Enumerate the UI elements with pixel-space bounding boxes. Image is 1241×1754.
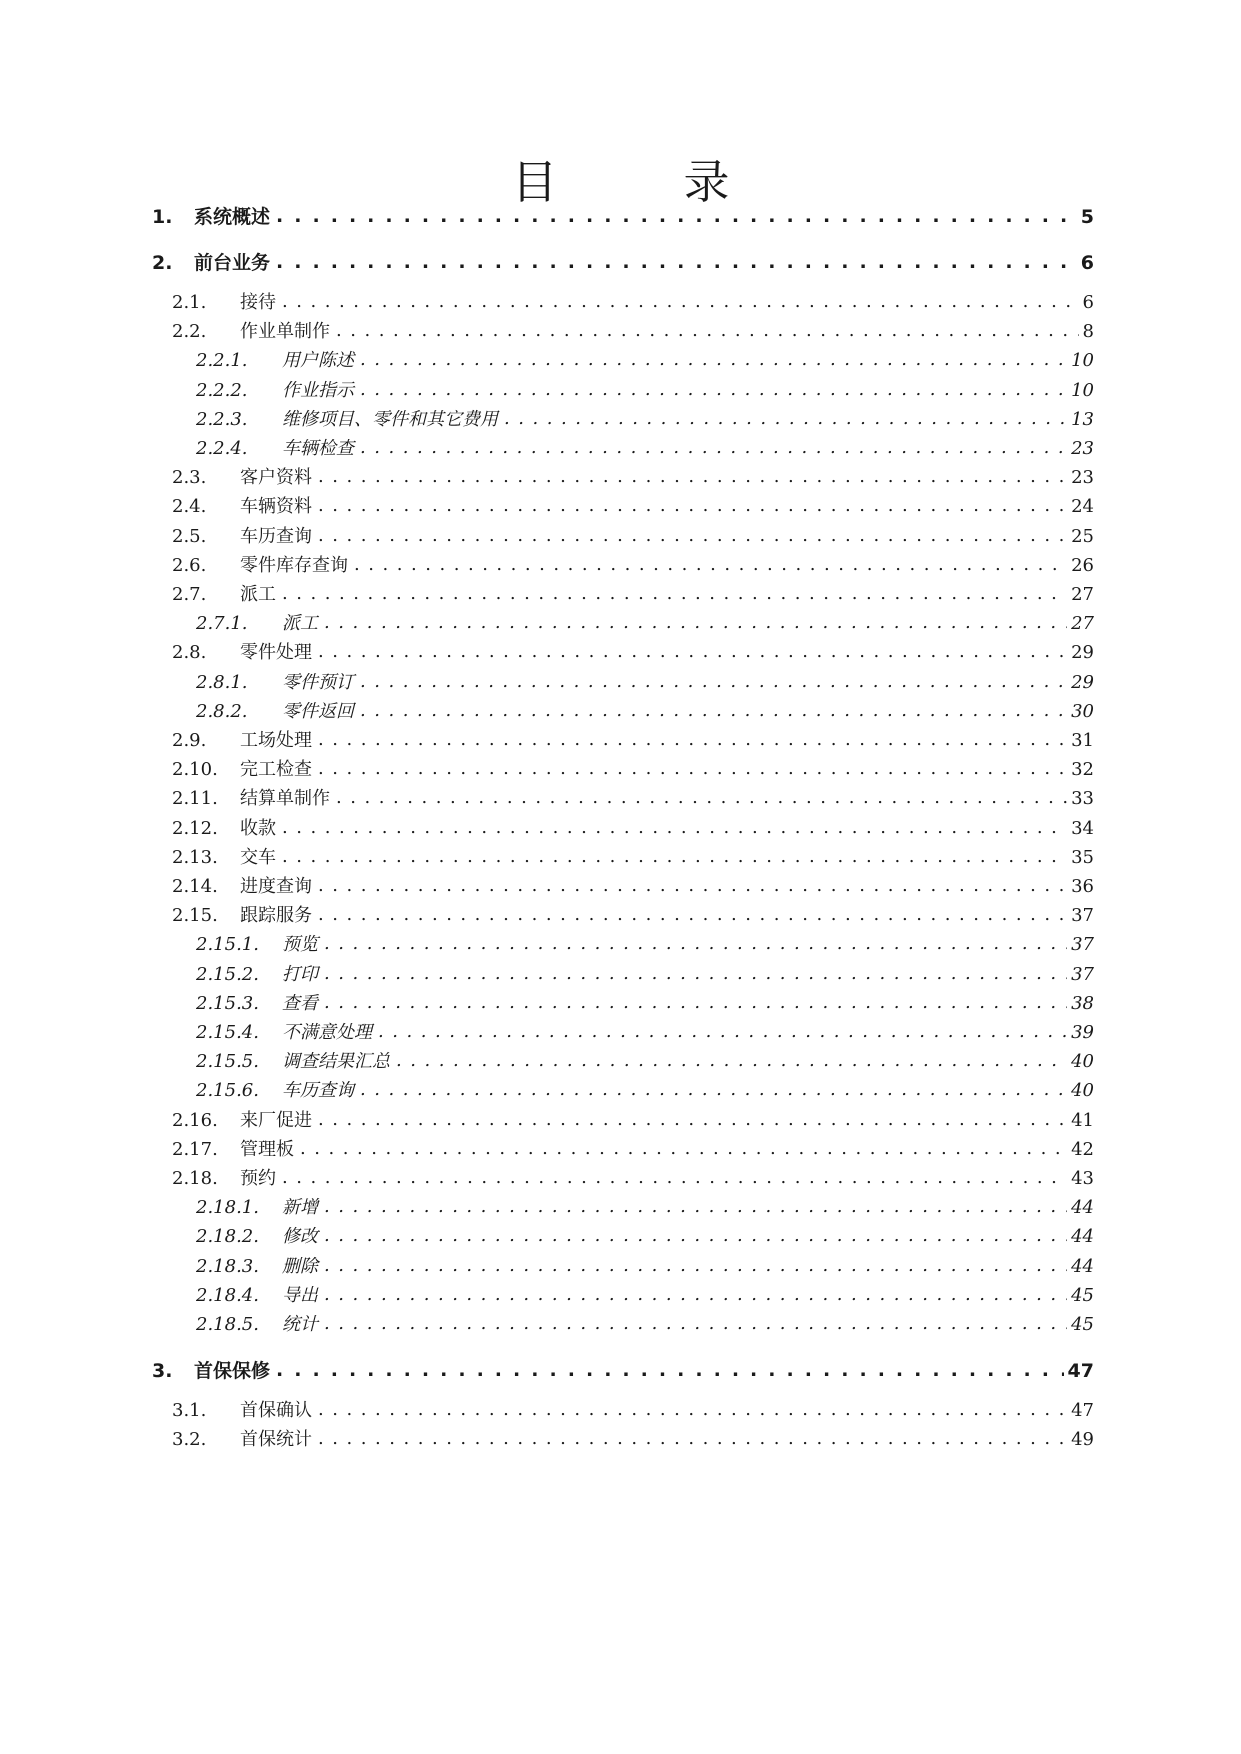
- toc-dot-leader: [324, 990, 1067, 1016]
- toc-entry-page: 44: [1071, 1226, 1094, 1248]
- toc-entry-number: 3.: [152, 1360, 173, 1382]
- toc-entry-title: 派工: [240, 584, 276, 605]
- toc-dot-leader: [282, 815, 1067, 841]
- toc-entry-number: 2.18.2.: [196, 1226, 259, 1248]
- toc-entry-number: 2.13.: [172, 846, 218, 868]
- toc-entry[interactable]: [172, 290, 1094, 316]
- toc-entry-number: 2.6.: [172, 554, 207, 576]
- toc-dot-leader: [324, 1223, 1067, 1249]
- toc-entry-title: 车辆资料: [240, 496, 312, 518]
- toc-entry-number: 2.18.1.: [196, 1197, 259, 1219]
- toc-entry-title: 不满意处理: [282, 1022, 372, 1043]
- toc-entry-number: 2.15.5.: [196, 1051, 259, 1073]
- toc-entry-number: 2.15.3.: [196, 992, 259, 1014]
- toc-entry-page: 40: [1071, 1051, 1094, 1073]
- toc-entry[interactable]: [172, 319, 1094, 345]
- toc-entry-title: 车辆检查: [282, 438, 354, 459]
- toc-entry-page: 34: [1071, 817, 1094, 839]
- toc-dot-leader: [324, 1282, 1067, 1308]
- toc-dot-leader: [378, 1019, 1067, 1045]
- toc-entry-title: 零件处理: [240, 642, 312, 664]
- toc-entry-number: 2.10.: [172, 759, 218, 781]
- toc-entry-title: 车历查询: [240, 525, 312, 547]
- toc-entry-page: 23: [1071, 467, 1094, 489]
- toc-entry-page: 35: [1071, 846, 1094, 868]
- toc-entry-number: 2.18.: [172, 1168, 218, 1189]
- toc-entry[interactable]: [196, 962, 1094, 988]
- toc-entry[interactable]: [196, 1254, 1094, 1280]
- toc-entry[interactable]: [172, 494, 1094, 520]
- toc-entry-title: 零件预订: [282, 671, 354, 693]
- toc-entry[interactable]: [172, 1166, 1094, 1192]
- toc-entry[interactable]: [196, 1224, 1094, 1250]
- toc-dot-leader: [318, 873, 1067, 899]
- toc-entry-page: 26: [1071, 554, 1094, 576]
- toc-dot-leader: [318, 464, 1067, 490]
- toc-dot-leader: [336, 318, 1079, 344]
- toc-entry-number: 2.2.: [172, 321, 207, 343]
- toc-dot-leader: [324, 961, 1067, 987]
- toc-entry-number: 2.15.1.: [196, 934, 259, 956]
- toc-entry-title: 首保保修: [194, 1360, 271, 1382]
- toc-dot-leader: [396, 1048, 1067, 1074]
- toc-entry-title: 结算单制作: [240, 788, 330, 810]
- toc-dot-leader: [300, 1136, 1067, 1162]
- toc-entry-page: 33: [1071, 788, 1094, 810]
- toc-entry-page: 37: [1071, 963, 1094, 985]
- toc-entry-number: 2.9.: [172, 730, 207, 751]
- toc-entry-page: 44: [1071, 1197, 1094, 1219]
- toc-entry-page: 24: [1071, 496, 1094, 518]
- toc-dot-leader: [324, 931, 1067, 957]
- toc-dot-leader: [282, 844, 1067, 870]
- toc-entry-title: 收款: [240, 817, 276, 839]
- toc-dot-leader: [318, 523, 1067, 549]
- toc-entry-number: 3.1.: [172, 1400, 207, 1421]
- toc-entry-number: 2.1.: [172, 292, 207, 313]
- toc-dot-leader: [504, 406, 1067, 432]
- toc-entry-number: 2.5.: [172, 525, 207, 547]
- toc-entry-title: 零件库存查询: [240, 554, 348, 576]
- toc-entry-page: 45: [1071, 1284, 1094, 1306]
- toc-entry[interactable]: [196, 611, 1094, 637]
- toc-entry[interactable]: [152, 1358, 1094, 1384]
- toc-entry-page: 36: [1071, 876, 1094, 897]
- toc-entry-title: 删除: [282, 1255, 318, 1277]
- toc-entry-page: 45: [1071, 1314, 1094, 1335]
- toc-entry-title: 接待: [240, 292, 276, 313]
- toc-entry-title: 客户资料: [240, 467, 312, 489]
- toc-entry-title: 打印: [282, 963, 318, 985]
- toc-entry[interactable]: [196, 436, 1094, 462]
- toc-entry-number: 2.12.: [172, 817, 218, 839]
- toc-entry-number: 2.8.2.: [196, 700, 248, 722]
- toc-entry[interactable]: [196, 1049, 1094, 1075]
- toc-entry-title: 作业指示: [282, 379, 354, 401]
- toc-entry-number: 2.14.: [172, 876, 218, 897]
- toc-entry-page: 23: [1071, 438, 1094, 459]
- toc-dot-leader: [318, 1426, 1067, 1452]
- toc-dot-leader: [282, 1165, 1067, 1191]
- toc-dot-leader: [360, 377, 1067, 403]
- toc-dot-leader: [360, 669, 1067, 695]
- toc-dot-leader: [324, 1311, 1067, 1337]
- toc-entry-title: 用户陈述: [282, 350, 354, 372]
- toc-entry-title: 首保统计: [240, 1429, 312, 1451]
- toc-entry[interactable]: [172, 816, 1094, 842]
- toc-entry-number: 2.18.5.: [196, 1314, 259, 1335]
- toc-dot-leader: [318, 493, 1067, 519]
- toc-entry-number: 2.17.: [172, 1138, 218, 1160]
- toc-entry-number: 2.11.: [172, 788, 218, 810]
- toc-entry-title: 车历查询: [282, 1080, 354, 1102]
- toc-entry[interactable]: [196, 932, 1094, 958]
- toc-entry-title: 预览: [282, 934, 318, 956]
- toc-entry-title: 作业单制作: [240, 321, 330, 343]
- toc-entry-title: 新增: [282, 1197, 318, 1219]
- toc-entry-title: 修改: [282, 1226, 318, 1248]
- toc-dot-leader: [324, 1194, 1067, 1220]
- toc-entry-page: 31: [1071, 730, 1094, 751]
- toc-entry-title: 零件返回: [282, 700, 354, 722]
- toc-entry-title: 查看: [282, 992, 318, 1014]
- toc-dot-leader: [360, 347, 1067, 373]
- toc-entry-title: 维修项目、零件和其它费用: [282, 408, 498, 430]
- toc-entry[interactable]: [172, 582, 1094, 608]
- page-title: 目 录: [511, 155, 770, 209]
- toc-entry[interactable]: [196, 670, 1094, 696]
- toc-entry[interactable]: [172, 874, 1094, 900]
- toc-entry-page: 38: [1071, 992, 1094, 1014]
- toc-entry-page: 37: [1071, 934, 1094, 956]
- toc-entry-number: 2.16.: [172, 1109, 218, 1131]
- toc-entry-title: 跟踪服务: [240, 905, 312, 927]
- toc-entry-number: 2.2.3.: [196, 408, 248, 430]
- toc-entry-page: 44: [1071, 1255, 1094, 1277]
- toc-dot-leader: [276, 203, 1077, 229]
- toc-entry-page: 47: [1067, 1360, 1094, 1382]
- toc-dot-leader: [360, 435, 1067, 461]
- toc-entry-number: 3.2.: [172, 1429, 207, 1451]
- toc-entry-page: 47: [1071, 1400, 1094, 1421]
- toc-entry-title: 调查结果汇总: [282, 1051, 390, 1073]
- toc-entry-page: 27: [1071, 584, 1094, 605]
- toc-entry[interactable]: [196, 1283, 1094, 1309]
- toc-entry-page: 6: [1082, 292, 1094, 313]
- toc-entry-title: 交车: [240, 846, 276, 868]
- toc-entry[interactable]: [196, 699, 1094, 725]
- toc-entry-number: 2.18.4.: [196, 1284, 259, 1306]
- toc-entry[interactable]: [172, 553, 1094, 579]
- toc-entry[interactable]: [172, 903, 1094, 929]
- toc-entry-page: 37: [1071, 905, 1094, 927]
- toc-entry[interactable]: [172, 1398, 1094, 1424]
- toc-dot-leader: [282, 289, 1079, 315]
- toc-entry-number: 2.8.1.: [196, 671, 248, 693]
- toc-entry-number: 2.2.2.: [196, 379, 248, 401]
- toc-dot-leader: [318, 727, 1067, 753]
- toc-entry[interactable]: [152, 250, 1094, 276]
- toc-entry-title: 导出: [282, 1284, 318, 1306]
- toc-dot-leader: [282, 581, 1067, 607]
- toc-entry-title: 派工: [282, 613, 318, 635]
- toc-entry-number: 2.8.: [172, 642, 207, 664]
- toc-entry[interactable]: [196, 378, 1094, 404]
- toc-dot-leader: [336, 785, 1067, 811]
- toc-entry[interactable]: [172, 786, 1094, 812]
- toc-entry-number: 2.4.: [172, 496, 207, 518]
- toc-dot-leader: [276, 249, 1077, 275]
- toc-entry[interactable]: [172, 465, 1094, 491]
- toc-entry[interactable]: [196, 407, 1094, 433]
- toc-entry-title: 管理板: [240, 1138, 294, 1160]
- toc-entry-page: 42: [1071, 1138, 1094, 1160]
- toc-entry[interactable]: [196, 1020, 1094, 1046]
- toc-entry-page: 41: [1071, 1109, 1094, 1131]
- toc-entry[interactable]: [172, 1137, 1094, 1163]
- toc-dot-leader: [318, 639, 1067, 665]
- toc-entry[interactable]: [152, 204, 1094, 230]
- toc-entry-number: 2.7.1.: [196, 613, 248, 635]
- toc-entry[interactable]: [172, 845, 1094, 871]
- toc-entry-title: 工场处理: [240, 730, 312, 751]
- toc-entry-number: 2.15.4.: [196, 1022, 259, 1043]
- toc-entry-number: 2.2.4.: [196, 438, 248, 459]
- toc-dot-leader: [324, 610, 1067, 636]
- toc-entry-page: 49: [1071, 1429, 1094, 1451]
- toc-entry[interactable]: [196, 1195, 1094, 1221]
- toc-dot-leader: [318, 1397, 1067, 1423]
- toc-entry[interactable]: [196, 348, 1094, 374]
- toc-entry[interactable]: [172, 1108, 1094, 1134]
- toc-entry[interactable]: [172, 640, 1094, 666]
- toc-entry[interactable]: [196, 1078, 1094, 1104]
- toc-entry[interactable]: [172, 524, 1094, 550]
- toc-dot-leader: [318, 902, 1067, 928]
- toc-entry-number: 2.15.6.: [196, 1080, 259, 1102]
- toc-entry[interactable]: [172, 728, 1094, 754]
- toc-entry-number: 2.15.: [172, 905, 218, 927]
- toc-entry-number: 2.3.: [172, 467, 207, 489]
- toc-entry[interactable]: [196, 1312, 1094, 1338]
- toc-entry[interactable]: [172, 757, 1094, 783]
- toc-entry-page: 39: [1071, 1022, 1094, 1043]
- toc-entry-title: 统计: [282, 1314, 318, 1335]
- toc-entry[interactable]: [196, 991, 1094, 1017]
- toc-entry-page: 10: [1071, 350, 1094, 372]
- toc-entry-page: 40: [1071, 1080, 1094, 1102]
- toc-dot-leader: [354, 552, 1067, 578]
- toc-entry-page: 25: [1071, 525, 1094, 547]
- toc-dot-leader: [276, 1357, 1064, 1383]
- toc-entry-number: 2.2.1.: [196, 350, 248, 372]
- toc-entry-title: 完工检查: [240, 759, 312, 781]
- toc-entry[interactable]: [172, 1427, 1094, 1453]
- toc-entry-title: 预约: [240, 1168, 276, 1189]
- toc-entry-page: 27: [1071, 613, 1094, 635]
- toc-dot-leader: [318, 1107, 1067, 1133]
- toc-dot-leader: [360, 698, 1067, 724]
- toc-entry-title: 进度查询: [240, 876, 312, 897]
- toc-entry-title: 系统概述: [194, 206, 271, 228]
- toc-entry-title: 前台业务: [194, 252, 271, 274]
- toc-entry-page: 6: [1080, 252, 1094, 274]
- toc-dot-leader: [318, 756, 1067, 782]
- toc-entry-number: 2.: [152, 252, 173, 274]
- toc-entry-page: 13: [1071, 408, 1094, 430]
- toc-entry-number: 2.15.2.: [196, 963, 259, 985]
- toc-entry-page: 10: [1071, 379, 1094, 401]
- toc-entry-title: 来厂促进: [240, 1109, 312, 1131]
- toc-entry-page: 43: [1071, 1168, 1094, 1189]
- toc-dot-leader: [324, 1253, 1067, 1279]
- toc-entry-page: 8: [1082, 321, 1094, 343]
- toc-entry-number: 2.18.3.: [196, 1255, 259, 1277]
- toc-entry-page: 30: [1071, 700, 1094, 722]
- toc-dot-leader: [360, 1077, 1067, 1103]
- toc-entry-title: 首保确认: [240, 1400, 312, 1421]
- toc-entry-page: 29: [1071, 642, 1094, 664]
- toc-entry-page: 32: [1071, 759, 1094, 781]
- toc-entry-number: 2.7.: [172, 584, 207, 605]
- toc-entry-number: 1.: [152, 206, 173, 228]
- toc-entry-page: 5: [1080, 206, 1094, 228]
- toc-entry-page: 29: [1071, 671, 1094, 693]
